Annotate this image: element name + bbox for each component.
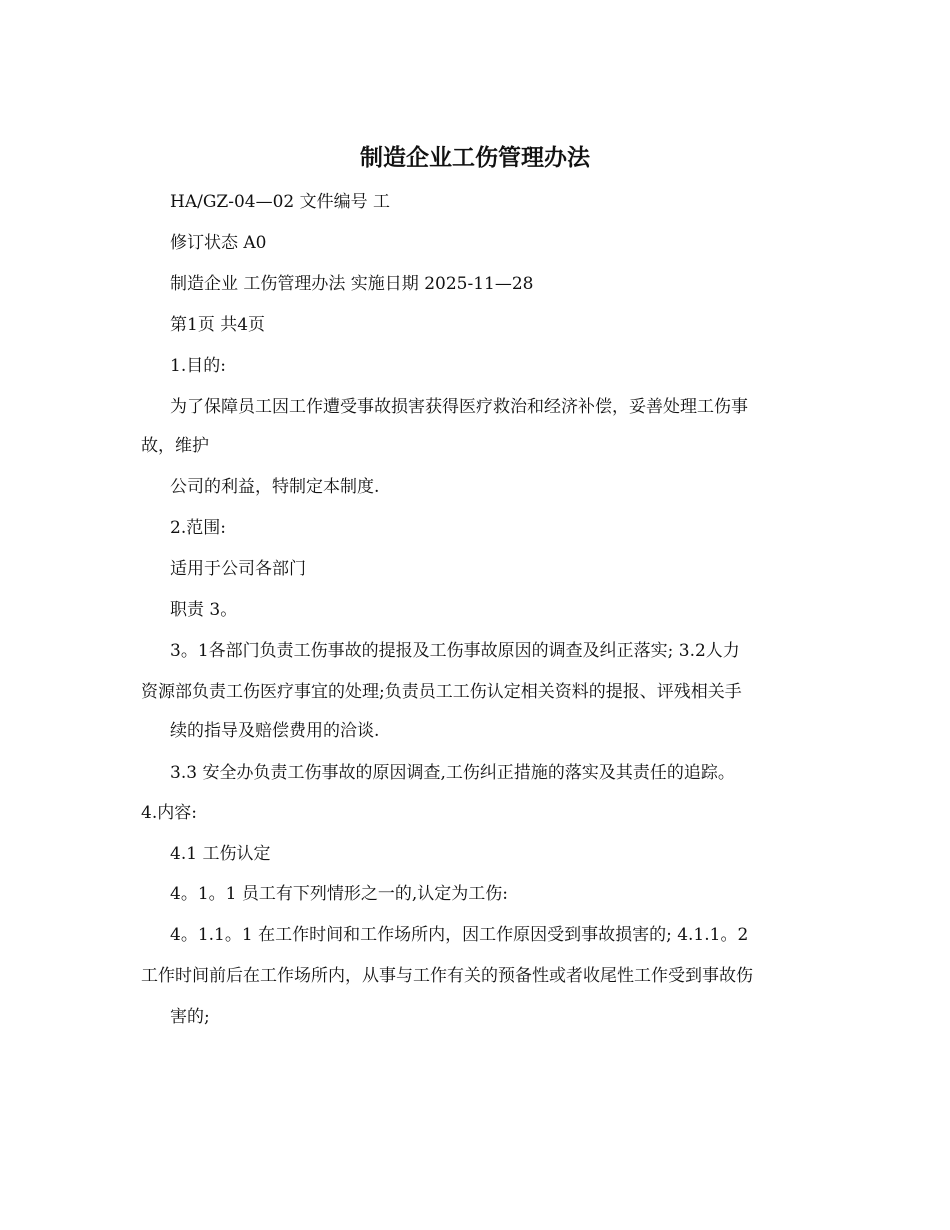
content-text-line: 工作时间前后在工作场所内，从事与工作有关的预备性或者收尾性工作受到事故伤	[141, 966, 753, 986]
content-text-line: 害的;	[170, 1007, 210, 1027]
page-count-line: 第1页 共4页	[170, 315, 266, 335]
content-heading: 4.内容:	[141, 803, 197, 823]
purpose-text-line: 为了保障员工因工作遭受事故损害获得医疗救治和经济补偿，妥善处理工伤事	[170, 397, 748, 417]
file-number-line: HA/GZ-04—02 文件编号 工	[170, 192, 391, 212]
purpose-heading: 1.目的:	[170, 356, 226, 376]
content-text-line: 4。1。1 员工有下列情形之一的,认定为工伤:	[170, 884, 508, 904]
content-subheading: 4.1 工伤认定	[170, 844, 271, 864]
purpose-text-line: 公司的利益，特制定本制度.	[170, 477, 380, 497]
duty-text-line: 资源部负责工伤医疗事宜的处理;负责员工工伤认定相关资料的提报、评残相关手	[141, 682, 742, 702]
content-text-line: 4。1.1。1 在工作时间和工作场所内，因工作原因受到事故损害的; 4.1.1。2	[170, 925, 749, 945]
duty-heading: 职责 3。	[170, 600, 238, 620]
duty-text-line: 续的指导及赔偿费用的洽谈.	[170, 721, 380, 741]
duty-text-line: 3。1各部门负责工伤事故的提报及工伤事故原因的调查及纠正落实; 3.2人力	[170, 641, 740, 661]
revision-status-line: 修订状态 A0	[170, 233, 267, 253]
scope-heading: 2.范围:	[170, 518, 226, 538]
scope-text: 适用于公司各部门	[170, 559, 306, 579]
duty-text-line: 3.3 安全办负责工伤事故的原因调查,工伤纠正措施的落实及其责任的追踪。	[170, 763, 735, 783]
document-title: 制造企业工伤管理办法	[360, 144, 590, 171]
implementation-date-line: 制造企业 工伤管理办法 实施日期 2025-11—28	[170, 274, 534, 294]
purpose-text-line: 故，维护	[141, 436, 209, 456]
